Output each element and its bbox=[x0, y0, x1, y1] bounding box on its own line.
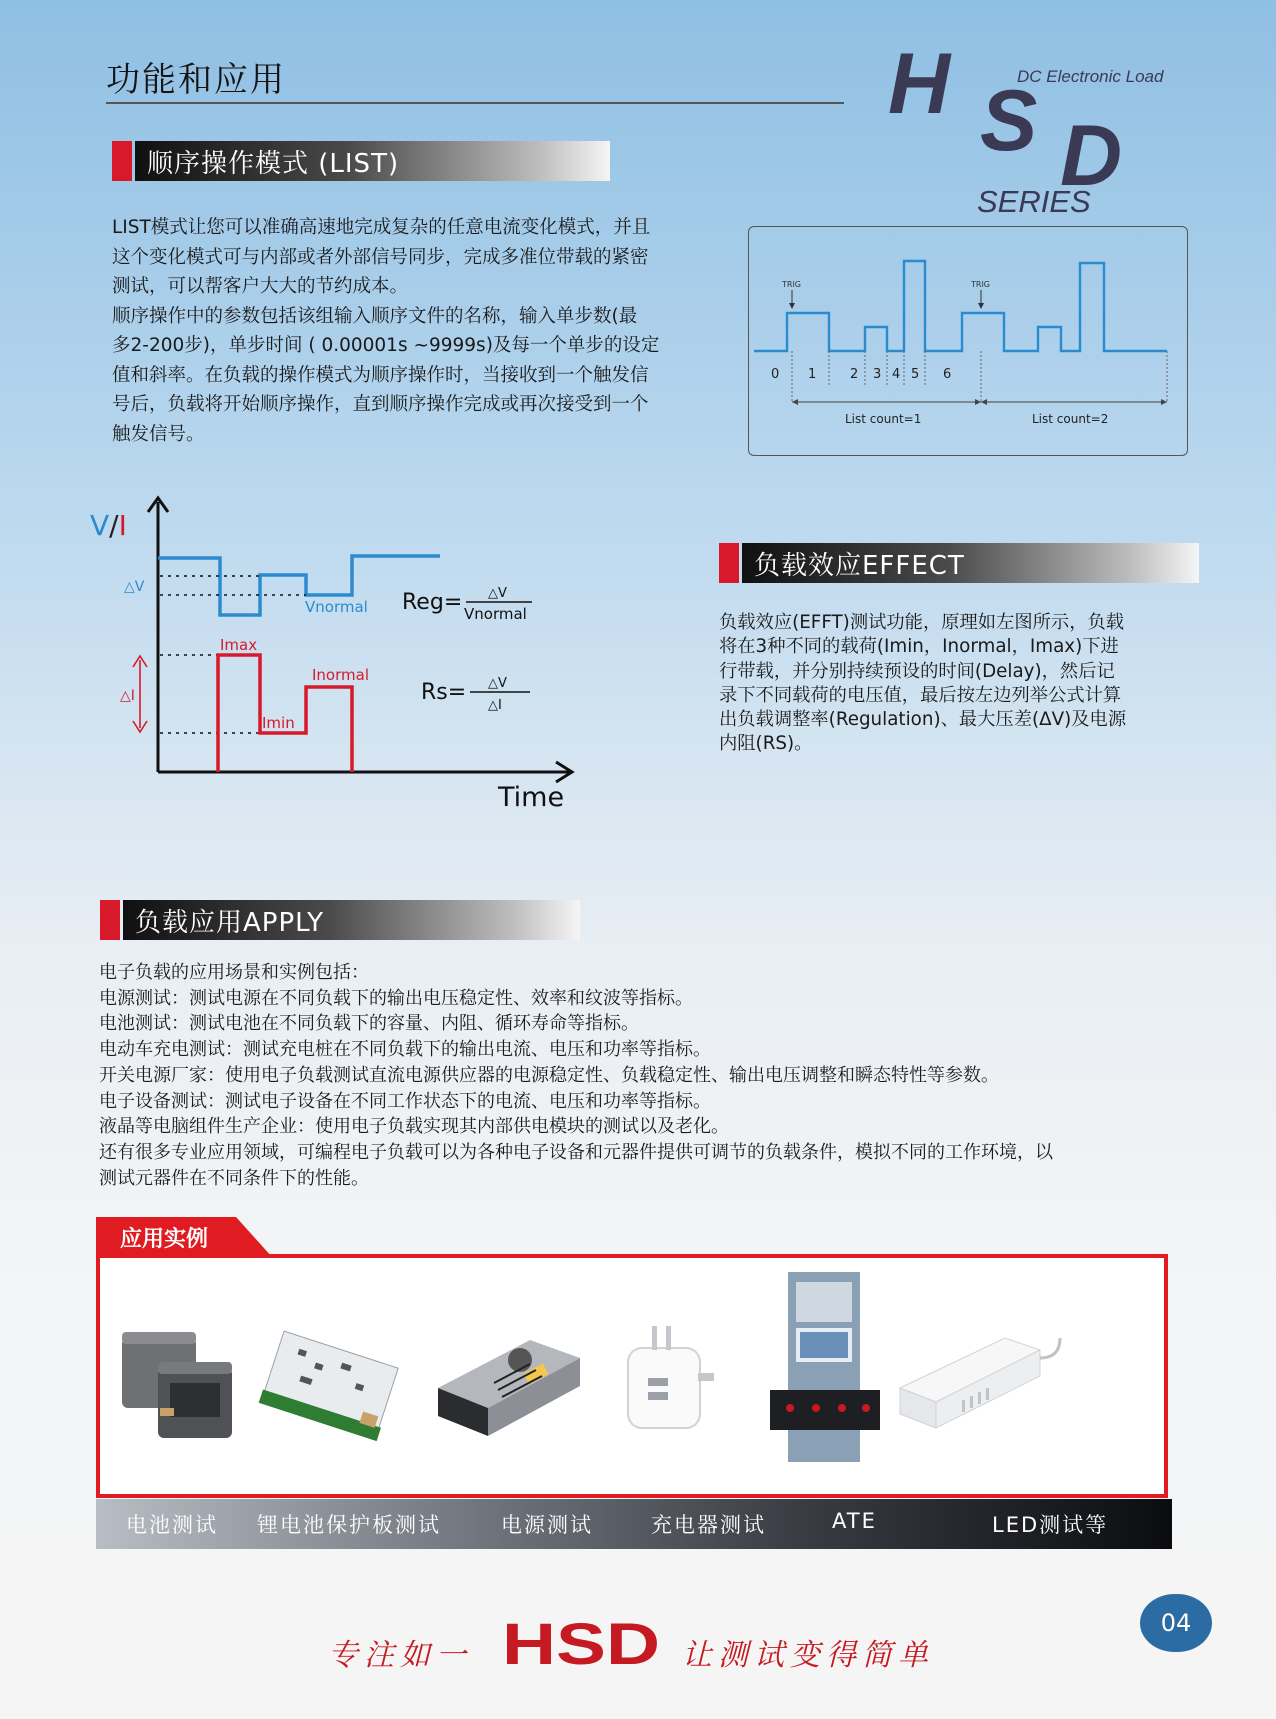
list-line: 值和斜率。在负载的操作模式为顺序操作时，当接收到一个触发信 bbox=[112, 364, 649, 386]
step-2: 2 bbox=[850, 367, 859, 382]
reg-denominator: Vnormal bbox=[464, 605, 527, 623]
trig-label-1: TRIG bbox=[782, 280, 802, 289]
logo-d: D bbox=[1060, 108, 1123, 204]
delta-v-label: △V bbox=[124, 579, 145, 595]
logo-s: S bbox=[980, 73, 1038, 169]
apply-heading-text: 负载应用APPLY bbox=[123, 900, 580, 940]
effect-line: 行带载，并分别持续预设的时间(Delay)，然后记 bbox=[719, 660, 1115, 682]
reg-label: Reg= bbox=[402, 590, 463, 615]
rs-denominator: △I bbox=[488, 698, 502, 713]
axis-i-label: I bbox=[118, 509, 127, 542]
axis-slash: / bbox=[109, 509, 119, 542]
svg-text:V/I bbox=[90, 509, 127, 542]
case-label-led: LED测试等 bbox=[992, 1513, 1109, 1537]
delta-i-label: △I bbox=[120, 688, 135, 704]
imax-label: Imax bbox=[220, 636, 258, 654]
heading-red-marker bbox=[100, 900, 120, 940]
apply-line: 电子负载的应用场景和实例包括： bbox=[99, 962, 369, 983]
apply-line: 电子设备测试：测试电子设备在不同工作状态下的电流、电压和功率等指标。 bbox=[99, 1090, 711, 1112]
led-driver-image bbox=[900, 1338, 1060, 1428]
heading-red-marker bbox=[719, 543, 739, 583]
apply-line: 电动车充电测试：测试充电桩在不同负载下的输出电流、电压和功率等指标。 bbox=[99, 1039, 711, 1061]
list-section-heading bbox=[112, 141, 610, 181]
time-label: Time bbox=[498, 782, 565, 813]
load-effect-diagram bbox=[80, 490, 600, 820]
logo-series: SERIES bbox=[977, 184, 1091, 219]
list-waveform bbox=[754, 261, 1167, 351]
voltage-waveform bbox=[158, 556, 440, 615]
logo-h: H bbox=[888, 36, 951, 132]
vnormal-label: Vnormal bbox=[305, 598, 368, 616]
reg-numerator: △V bbox=[488, 586, 507, 601]
list-line: LIST模式让您可以准确高速地完成复杂的任意电流变化模式，并且 bbox=[112, 217, 651, 238]
title-divider bbox=[106, 102, 844, 104]
case-label-ate: ATE bbox=[832, 1509, 877, 1533]
list-count-1: List count=1 bbox=[845, 412, 922, 426]
battery-pack-image bbox=[122, 1332, 232, 1438]
effect-line: 录下不同载荷的电压值，最后按左边列举公式计算 bbox=[719, 684, 1122, 706]
effect-description bbox=[719, 611, 1189, 757]
effect-line: 内阻(RS)。 bbox=[719, 733, 813, 755]
effect-line: 出负载调整率(Regulation)、最大压差(ΔV)及电源 bbox=[719, 709, 1127, 731]
list-mode-diagram bbox=[748, 226, 1188, 456]
hsd-series-logo bbox=[880, 35, 1180, 225]
cases-label-bar bbox=[96, 1499, 1172, 1549]
apply-section-heading bbox=[100, 900, 580, 940]
step-0: 0 bbox=[771, 367, 780, 382]
list-heading-text: 顺序操作模式 (LIST) bbox=[135, 141, 610, 181]
case-label-battery: 电池测试 bbox=[126, 1513, 218, 1537]
slogan-right: 让测试变得简单 bbox=[682, 1638, 934, 1673]
list-count-2: List count=2 bbox=[1032, 412, 1109, 426]
page-number-badge: 04 bbox=[1140, 1594, 1212, 1652]
power-supply-image bbox=[438, 1340, 580, 1436]
hsd-brand-logo bbox=[500, 1618, 666, 1670]
list-line: 号后，负载将开始顺序操作，直到顺序操作完成或再次接受到一个 bbox=[112, 394, 649, 415]
axis-v-label: V bbox=[90, 509, 110, 542]
step-1: 1 bbox=[808, 367, 817, 382]
apply-line: 还有很多专业应用领域，可编程电子负载可以为各种电子设备和元器件提供可调节的负载条件，模拟不同的工作环境，以 bbox=[99, 1141, 1053, 1163]
inormal-label: Inormal bbox=[312, 666, 369, 684]
apply-list bbox=[99, 960, 1179, 1191]
slogan-left: 专注如一 bbox=[328, 1638, 472, 1673]
effect-line: 将在3种不同的载荷(Imin，Inormal，Imax)下进 bbox=[719, 636, 1119, 658]
case-label-power-supply: 电源测试 bbox=[501, 1513, 593, 1537]
page-title: 功能和应用 bbox=[106, 60, 286, 100]
list-line: 多2-200步)，单步时间 ( 0.00001s ~9999s)及每一个单步的设定 bbox=[112, 335, 660, 356]
list-waveform-svg bbox=[749, 227, 1187, 455]
case-label-charger: 充电器测试 bbox=[651, 1513, 766, 1537]
cases-tab-label: 应用实例 bbox=[120, 1227, 209, 1252]
apply-line: 开关电源厂家：使用电子负载测试直流电源供应器的电源稳定性、负载稳定性、输出电压调整和瞬态特性等参数。 bbox=[99, 1064, 999, 1086]
svg-text:HSD: HSD bbox=[502, 1618, 660, 1670]
rs-label: Rs= bbox=[421, 680, 467, 705]
case-label-protection-board: 锂电池保护板测试 bbox=[257, 1513, 441, 1537]
step-3: 3 bbox=[873, 367, 882, 382]
cases-tab bbox=[96, 1217, 276, 1257]
effect-heading-text: 负载效应EFFECT bbox=[742, 543, 1199, 583]
logo-tagline: DC Electronic Load bbox=[1017, 67, 1164, 86]
protection-board-image bbox=[259, 1331, 400, 1442]
charger-image bbox=[628, 1326, 714, 1428]
list-line: 触发信号。 bbox=[112, 423, 205, 445]
apply-line: 液晶等电脑组件生产企业：使用电子负载实现其内部供电模块的测试以及老化。 bbox=[99, 1116, 729, 1138]
apply-line: 测试元器件在不同条件下的性能。 bbox=[99, 1167, 369, 1189]
cases-gallery bbox=[96, 1254, 1168, 1498]
apply-line: 电池测试：测试电池在不同负载下的容量、内阻、循环寿命等指标。 bbox=[99, 1013, 639, 1035]
effect-line: 负载效应(EFFT)测试功能，原理如左图所示，负载 bbox=[719, 612, 1125, 633]
trig-label-2: TRIG bbox=[971, 280, 991, 289]
list-description bbox=[112, 213, 722, 449]
heading-red-marker bbox=[112, 141, 132, 181]
list-line: 这个变化模式可与内部或者外部信号同步，完成多准位带载的紧密 bbox=[112, 246, 649, 268]
ate-rack-image bbox=[770, 1272, 880, 1462]
cases-images bbox=[100, 1258, 1164, 1494]
step-5: 5 bbox=[911, 367, 920, 382]
rs-numerator: △V bbox=[488, 676, 507, 691]
step-4: 4 bbox=[892, 367, 901, 382]
step-6: 6 bbox=[943, 367, 952, 382]
effect-section-heading bbox=[719, 543, 1199, 583]
list-line: 顺序操作中的参数包括该组输入顺序文件的名称，输入单步数(最 bbox=[112, 305, 638, 327]
apply-line: 电源测试：测试电源在不同负载下的输出电压稳定性、效率和纹波等指标。 bbox=[99, 987, 693, 1009]
imin-label: Imin bbox=[262, 714, 295, 732]
list-line: 测试，可以帮客户大大的节约成本。 bbox=[112, 276, 409, 297]
